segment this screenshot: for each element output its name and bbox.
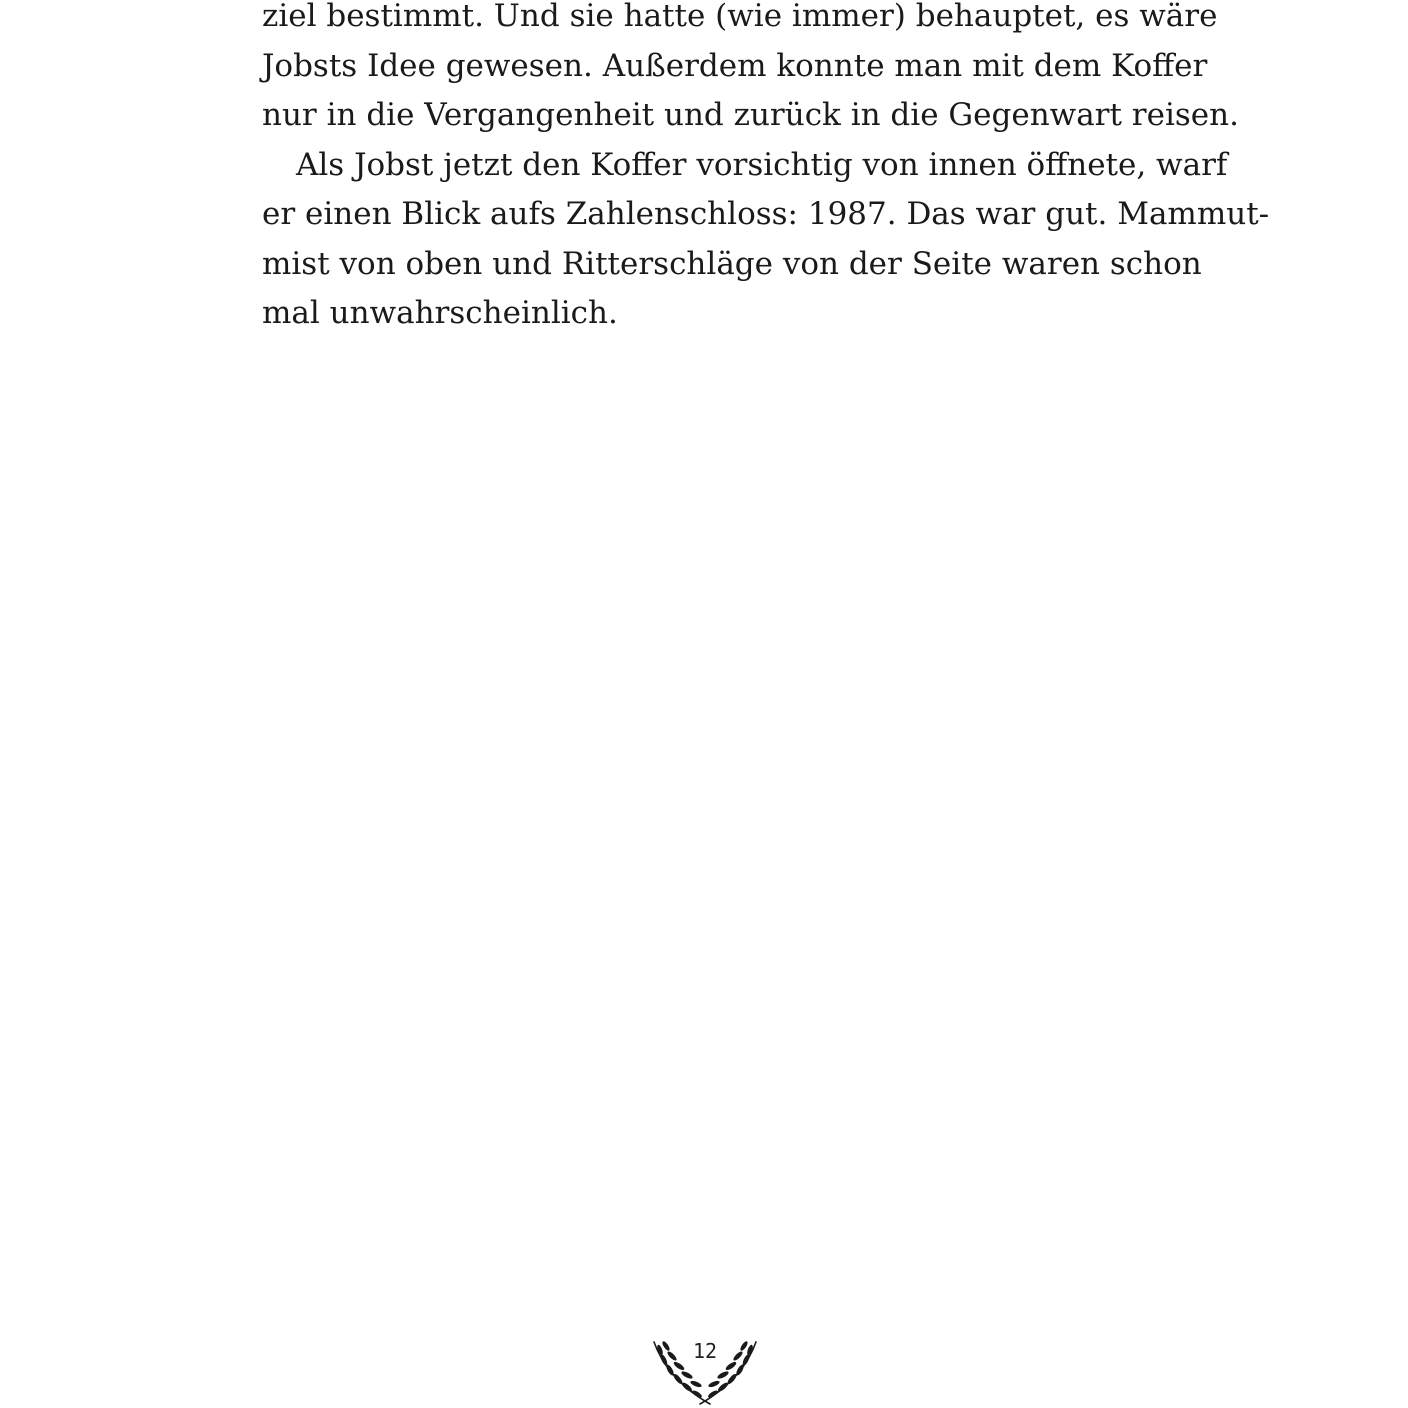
text-line-6: mist von oben und Ritterschläge von der Seite waren schon [262, 245, 1202, 282]
text-line-2: Jobsts Idee gewesen. Außerdem konnte man mit dem Koffer [262, 47, 1208, 84]
text-line-7: mal unwahrscheinlich. [262, 295, 618, 331]
text-line-4: Als Jobst jetzt den Koffer vorsichtig von innen öffnete, warf [296, 146, 1228, 183]
text-line-3: nur in die Vergangenheit und zurück in die Gegenwart reisen. [262, 97, 1239, 133]
page-folio [648, 1336, 762, 1408]
text-line-5: er einen Blick aufs Zahlenschloss: 1987. Das war gut. Mammut- [262, 196, 1270, 232]
body-text [262, 0, 1270, 339]
page-number: 12 [692, 1339, 718, 1363]
text-line-1: ziel bestimmt. Und sie hatte (wie immer) behauptet, es wäre [262, 0, 1218, 34]
